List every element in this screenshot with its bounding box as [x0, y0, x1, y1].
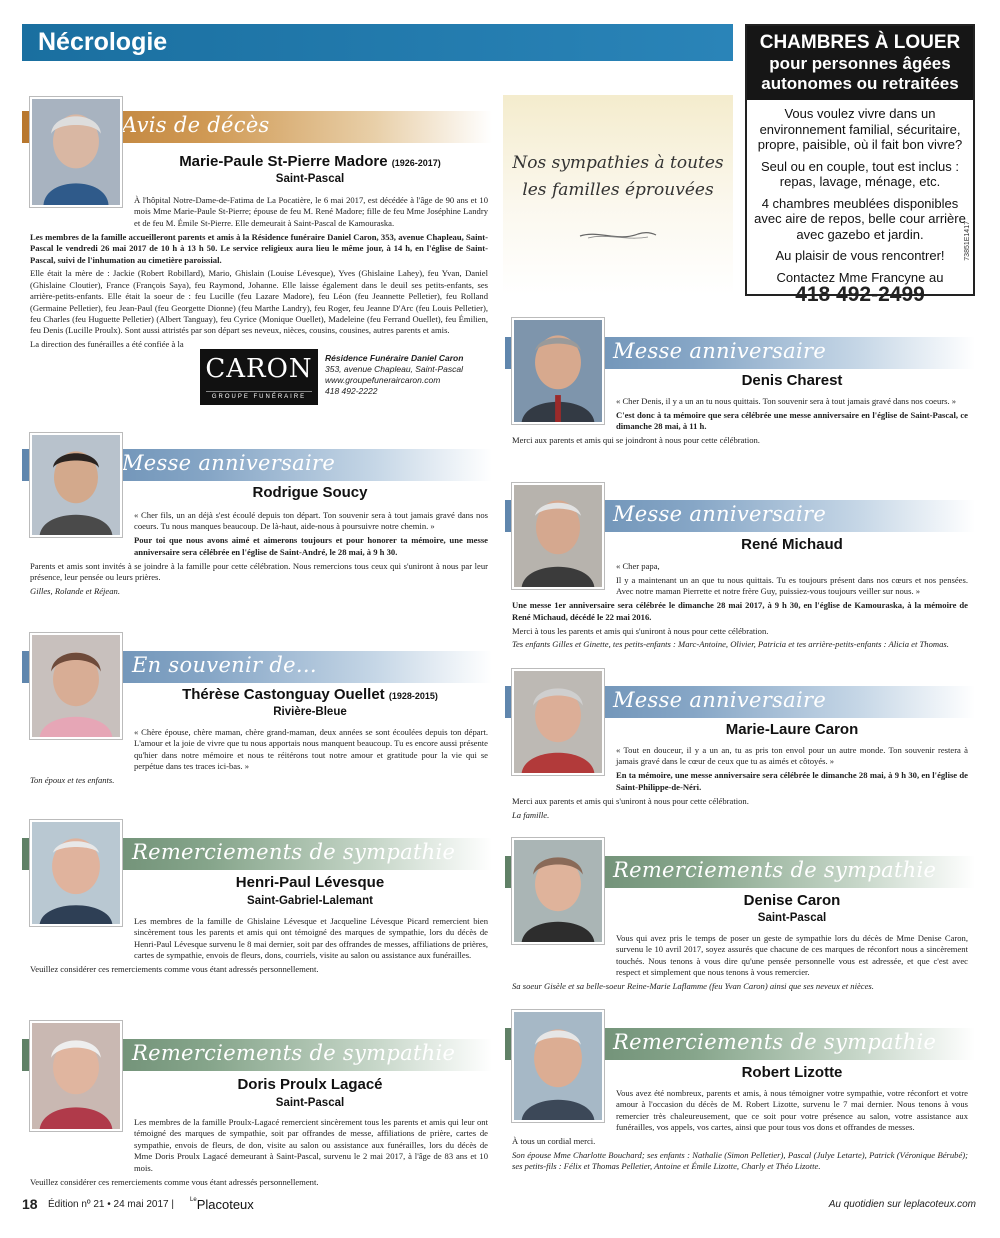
notice-body [30, 916, 488, 978]
years: (1926-2017) [391, 158, 441, 168]
deceased-place: Saint-Gabriel-Lalemant [247, 895, 373, 907]
portrait-photo [30, 820, 122, 926]
deceased-name [125, 686, 495, 703]
sympathy-line: Nos sympathies à toutes [512, 153, 724, 173]
section-title: Nécrologie [38, 28, 168, 56]
notice-paragraph: À tous un cordial merci. [512, 1136, 596, 1147]
portrait-photo [30, 633, 122, 739]
ornament-icon [578, 229, 658, 243]
notice-paragraph: Vous avez été nombreux, parents et amis, à nous témoigner votre sympathie, votre réconfort et votre amour à l'occasion du décès de M. Robert Lizotte, survenu le 7 mai dernier. Nous tenons à vous remercier très chaleureusement, que ce soit pour votre présence au salon, votre assistance aux funérailles, vos appels, vos cartes, ainsi que pour tous vos dons et offrandes de messes. [616, 1088, 968, 1133]
deceased-name: Marie-Laure Caron [725, 721, 859, 738]
notice-body [30, 1117, 488, 1190]
band-label: Messe anniversaire [613, 688, 827, 712]
notice-paragraph: Veuillez considérer ces remerciements comme vous étant adressés personnellement. [30, 964, 319, 975]
notice-signature: Son épouse Mme Charlotte Bouchard; ses enfants : Nathalie (Simon Pelletier), Pascal (Julye Letarte), Patrick (Véronique Bérubé); ses petits-fils : Félix et Thomas Pelletier, Antoine et Émile Lizotte, Charly et Théo Lizotte. [512, 1150, 968, 1172]
deceased-name: Henri-Paul Lévesque [235, 874, 385, 891]
notice-body [30, 727, 488, 789]
ad-phone: 418 492-2499 [795, 283, 925, 306]
notice-body [30, 195, 488, 353]
section-header [22, 24, 733, 61]
ad-headline-3: autonomes ou retraitées [761, 74, 959, 93]
notice-body [512, 561, 968, 653]
ad-text: Contactez Mme Francyne au [776, 269, 944, 285]
notice-paragraph: Merci aux parents et amis qui se joindront à nous pour cette célébration. [512, 435, 760, 446]
band-label: Avis de décès [122, 113, 270, 137]
years: (1928-2015) [388, 691, 438, 701]
notice-paragraph: « Cher Denis, il y a un an tu nous quittais. Ton souvenir sera à tout jamais gravé dans nos coeurs. » [616, 396, 957, 406]
notice-paragraph: Pour toi que nous avons aimé et aimerons toujours et pour honorer ta mémoire, une messe anniversaire sera célébrée en l'église de Saint-André, le 28 mai, à 9 h 30. [134, 535, 488, 557]
ad-code: 73851E1417 [964, 221, 971, 261]
page-number: 18 [22, 1196, 38, 1212]
caron-logo-sub: GROUPE FUNÉRAIRE [206, 391, 312, 400]
band-label: Messe anniversaire [122, 451, 336, 475]
notice-paragraph: C'est donc à ta mémoire que sera célébrée une messe anniversaire en l'église de Saint-Pascal, ce dimanche 28 mai, à 11 h. [616, 409, 968, 432]
publication-brand [190, 1197, 254, 1212]
website-link[interactable]: Au quotidien sur leplacoteux.com [828, 1199, 976, 1210]
notice-paragraph: « Cher papa, [616, 561, 660, 571]
funeral-home-phone: 418 492-2222 [325, 386, 378, 396]
deceased-place: Rivière-Bleue [273, 706, 347, 718]
deceased-name: René Michaud [741, 536, 843, 553]
ad-text: Seul ou en couple, tout est inclus : repas, lavage, ménage, etc. [760, 158, 959, 189]
caron-logo-text: CARON [205, 354, 313, 384]
notice-paragraph: La direction des funérailles a été confiée à la [30, 339, 184, 350]
notice-paragraph: En ta mémoire, une messe anniversaire sera célébrée le dimanche 28 mai, à 9 h 30, en l'église de Saint-Philippe-de-Néri. [616, 770, 968, 792]
funeral-home-info [325, 353, 463, 397]
notice-signature: Tes enfants Gilles et Ginette, tes petits-enfants : Marc-Antoine, Olivier, Patricia et tes arrière-petits-enfants : Alicia et Thomas. [512, 639, 949, 650]
portrait-photo [512, 838, 604, 944]
caron-logo [200, 349, 318, 405]
portrait-photo [30, 1021, 122, 1131]
notice-paragraph: Il y a maintenant un an que tu nous quittais. Tu es toujours présent dans nos cœurs et nos pensées. Avec notre maman Pierrette et notre frère Guy, puissiez-vous toujours veiller sur nous. » [616, 574, 968, 597]
ad-text: Vous voulez vivre dans un environnement familial, sécuritaire, propre, paisible, où il fait bon vivre? [757, 106, 963, 152]
notice-paragraph: « Tout en douceur, il y a un an, tu as pris ton envol pour un autre monde. Ton souvenir restera à jamais gravé dans le cœur de ceux que tu as aimés et côtoyés. » [616, 745, 968, 767]
sympathy-line: les familles éprouvées [522, 180, 714, 200]
notice-paragraph: Une messe 1er anniversaire sera célébrée le dimanche 28 mai 2017, à 9 h 30, en l'église de Kamouraska, à la mémoire de René Michaud, décédé le 22 mai 2016. [512, 600, 968, 622]
band-label: En souvenir de… [132, 653, 318, 677]
sympathy-text [503, 150, 733, 204]
deceased-place: Saint-Pascal [757, 912, 827, 924]
band-label: Remerciements de sympathie [613, 858, 937, 882]
notice-paragraph: Les membres de la famille Proulx-Lagacé remercient sincèrement tous les parents et amis qui leur ont témoigné des marques de sympathie, soit par offrandes de messe, affiliations de prière, cartes de sympathie, envois de fleurs, de don, visite au salon ou assistance aux funérailles, lors du décès de Mme Doris Proulx Lagacé demeurant à Saint-Pascal, survenu le 2 mai 2017, à l'âge de 83 ans et 10 mois. [134, 1117, 488, 1173]
notice-signature: La famille. [512, 809, 550, 820]
notice-paragraph: « Cher fils, un an déjà s'est écoulé depuis ton départ. Ton souvenir sera à tout jamais gravé dans nos coeurs. Tu nous manques beaucoup. De là-haut, aide-nous à poursuivre notre chemin. » [134, 510, 488, 532]
band-label: Messe anniversaire [613, 502, 827, 526]
notice-paragraph: Merci à tous les parents et amis qui s'uniront à nous pour cette célébration. [512, 625, 769, 636]
notice-body [30, 510, 488, 600]
deceased-name: Denise Caron [743, 892, 841, 909]
deceased-name: Rodrigue Soucy [252, 484, 368, 501]
notice-body [512, 396, 968, 449]
ad-text: 4 chambres meublées disponibles avec aire de repos, belle cour arrière avec gazebo et jardin. [754, 195, 966, 242]
deceased-name: Denis Charest [741, 372, 843, 389]
notice-paragraph: Vous qui avez pris le temps de poser un geste de sympathie lors du décès de Mme Denise Caron, survenu le 10 avril 2017, soyez assurés que chacune de ces marques de réconfort nous a sincèrement touchés. Nous tenons à vous dire qu'une pensée personnelle vous est adressée, et que c'est avec respect et simplement que nous tenons à vous remercier. [616, 933, 968, 978]
name-text: Thérèse Castonguay Ouellet [182, 686, 385, 703]
notice-paragraph: Elle était la mère de : Jackie (Robert Robillard), Mario, Ghislain (Louise Lévesque), Yves (Ghislaine Lahey), feu Yvan, Daniel (Ghislaine Cloutier), France (François Saya), feu Raymond, Johanne. Elle laisse également dans le deuil ses petits-enfants, ses arrière-petits-enfants. Elle était la soeur de : feu Lucille (feu Lazare Madore), feu Léon (feu Jeannette Pelletier), feu Rolland (Germaine Pelletier), feu Jean-Paul (feu Georgette Dionne) (feu Marthe Landry), feu Roger, feu Jeanne D'Arc (feu Louis Pelletier), feu Charles (feu Huguette Pelletier) (Albert Tanguay), feu Cyrice (Monique Ouellet), Madeleine (feu Ferrand Ouellet), feu Émilien, feu Denis (Lucille Proulx). Sont aussi attristés par son départ ses neveux, nièces, cousins, cousines, autres parents et amis. [30, 268, 488, 336]
notice-paragraph: Les membres de la famille de Ghislaine Lévesque et Jacqueline Lévesque Picard remercient bien sincèrement tous les parents et amis qui ont témoigné des marques de sympathie, lors du décès de Henri-Paul Lévesque survenu le 8 mai dernier, soit par des offrandes de messes, affiliations de prières, cartes de sympathie, envois de fleurs, dons, courriels, visite au salon ou assistance aux funérailles. [134, 916, 488, 961]
notice-paragraph: À l'hôpital Notre-Dame-de-Fatima de La Pocatière, le 6 mai 2017, est décédée à l'âge de 90 ans et 10 mois Mme Marie-Paule St-Pierre; épouse de feu M. René Madore; fille de feu Mme Joséphine Landry et de feu M. Émile St-Pierre. Elle demeurait à Saint-Pascal de Kamouraska. [134, 195, 488, 228]
brand-name: Placoteux [196, 1197, 254, 1212]
deceased-place: Saint-Pascal [275, 173, 345, 185]
sympathy-box [503, 95, 733, 295]
notice-signature: Sa soeur Gisèle et sa belle-soeur Reine-Marie Laflamme (feu Yvan Caron) ainsi que ses neveux et nièces. [512, 981, 874, 992]
notice-paragraph: Merci aux parents et amis qui s'uniront à nous pour cette célébration. [512, 795, 749, 806]
deceased-place: Saint-Pascal [275, 1097, 345, 1109]
band-label: Remerciements de sympathie [132, 1041, 456, 1065]
ad-text: Au plaisir de vous rencontrer! [775, 248, 945, 263]
ad-headline-1: CHAMBRES À LOUER [759, 32, 961, 53]
notice-paragraph: « Chère épouse, chère maman, chère grand-maman, deux années se sont écoulées depuis ton départ. L'amour et la joie de vivre que tu nous apportais nous manquent beaucoup. Tu es encore aussi présente qu'hier dans notre mémoire et nous te réitérons tout notre amour et gratitude pour la vie qui se perpétue dans tes traces ici-bas. » [134, 727, 488, 772]
brand-prefix: Le [190, 1197, 197, 1203]
deceased-name: Doris Proulx Lagacé [237, 1076, 383, 1093]
band-label: Remerciements de sympathie [613, 1030, 937, 1054]
ad-body [747, 100, 973, 285]
page-footer [22, 1196, 976, 1214]
name-text: Marie-Paule St-Pierre Madore [179, 153, 388, 170]
band-label: Remerciements de sympathie [132, 840, 456, 864]
deceased-name: Robert Lizotte [741, 1064, 843, 1081]
funeral-home-address: 353, avenue Chapleau, Saint-Pascal [325, 364, 463, 374]
notice-paragraph: Les membres de la famille accueilleront parents et amis à la Résidence funéraire Daniel Caron, 353, avenue Chapleau, Saint-Pascal le vendredi 26 mai 2017 de 10 h à 13 h 50. Le service religieux aura lieu le même jour, à 14 h, en l'église de Saint-Pascal, suivi de l'inhumation au cimetière paroissial. [30, 231, 488, 265]
notice-paragraph: Veuillez considérer ces remerciements comme vous étant adressés personnellement. [30, 1176, 319, 1187]
notice-body [512, 745, 968, 823]
band-label: Messe anniversaire [613, 339, 827, 363]
funeral-home-name: Résidence Funéraire Daniel Caron [325, 353, 464, 363]
ad-headline [747, 26, 973, 100]
portrait-photo [30, 97, 122, 207]
notice-paragraph: Parents et amis sont invités à se joindre à la famille pour cette célébration. Nous remercions tous ceux qui s'uniront à nous par leur présence, leur pensée ou leurs prières. [30, 560, 488, 583]
deceased-name [125, 153, 495, 170]
rooms-for-rent-ad [745, 24, 975, 306]
notice-body [512, 933, 968, 995]
notice-signature: Gilles, Rolande et Réjean. [30, 585, 120, 596]
funeral-home-web: www.groupefuneraircaron.com [325, 375, 441, 385]
notice-body [512, 1088, 968, 1175]
edition-info: Édition nº 21 • 24 mai 2017 | [48, 1199, 174, 1210]
ad-headline-2: pour personnes âgées [769, 54, 951, 73]
notice-signature: Ton époux et tes enfants. [30, 775, 115, 786]
